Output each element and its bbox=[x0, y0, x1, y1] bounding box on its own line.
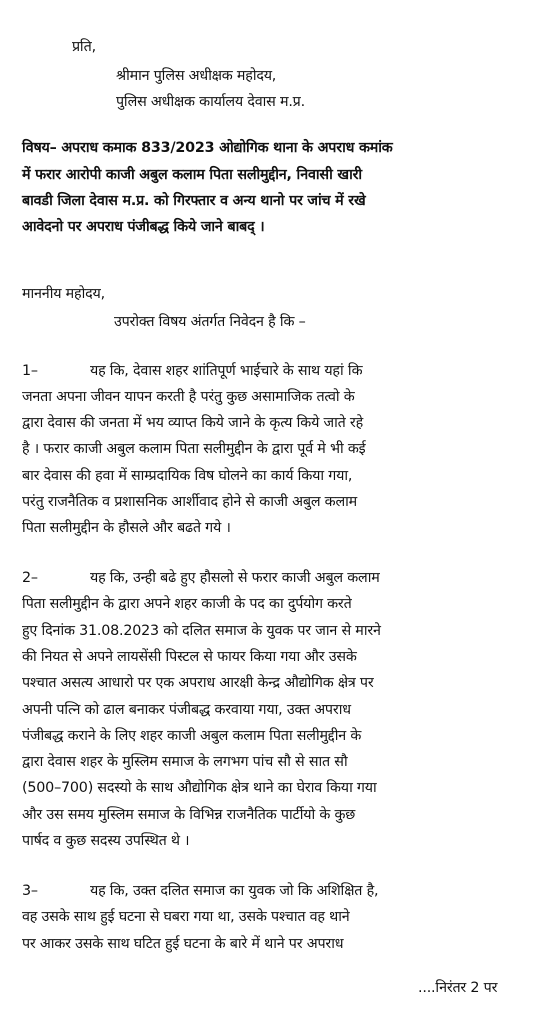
para2-line-6: अपनी पत्नि को ढाल बनाकर पंजीबद्ध करवाया गया, उक्त अपराध bbox=[22, 702, 351, 718]
para2-line-11: पार्षद व कुछ सदस्य उपस्थित थे । bbox=[22, 833, 190, 849]
subject-line-1: विषय– अपराध कमाक 833/2023 ओद्योगिक थाना के अपराध कमांक bbox=[22, 140, 393, 156]
para2-line-8: द्वारा देवास शहर के मुस्लिम समाज के लगभग पांच सौ से सात सौ bbox=[22, 754, 348, 770]
para1-line-7: पिता सलीमुद्दीन के हौसले और बढते गये । bbox=[22, 520, 231, 536]
para3-line-1: 3– यह कि, उक्त दलित समाज का युवक जो कि अशिक्षित है, bbox=[22, 883, 379, 899]
para1-line-1: 1– यह कि, देवास शहर शांतिपूर्ण भाईचारे के साथ यहां कि bbox=[22, 363, 363, 379]
para1-line-5: बार देवास की हवा में साम्प्रदायिक विष घोलने का कार्य किया गया, bbox=[22, 468, 353, 484]
continuation-note: ....निरंतर 2 पर bbox=[418, 980, 498, 996]
subject-line-3: बावडी जिला देवास म.प्र. को गिरफ्तार व अन्य थानो पर जांच में रखे bbox=[22, 193, 366, 209]
para1-line-4: है । फरार काजी अबुल कलाम पिता सलीमुद्दीन के द्वारा पूर्व मे भी कई bbox=[22, 441, 366, 457]
para3-line-3: पर आकर उसके साथ घटित हुई घटना के बारे में थाने पर अपराध bbox=[22, 936, 344, 952]
para2-line-7: पंजीबद्ध कराने के लिए शहर काजी अबुल कलाम पिता सलीमुद्दीन के bbox=[22, 728, 362, 744]
para2-line-1: 2– यह कि, उन्ही बढे हुए हौसलो से फरार काजी अबुल कलाम bbox=[22, 570, 380, 586]
para3-line-2: वह उसके साथ हुई घटना से घबरा गया था, उसके पश्चात वह थाने bbox=[22, 909, 350, 925]
para1-line-6: परंतु राजनैतिक व प्रशासनिक आर्शीवाद होने से काजी अबुल कलाम bbox=[22, 494, 358, 510]
address-line-1: श्रीमान पुलिस अधीक्षक महोदय, bbox=[116, 68, 277, 84]
salutation: माननीय महोदय, bbox=[22, 286, 105, 302]
intro: उपरोक्त विषय अंतर्गत निवेदन है कि – bbox=[114, 314, 306, 330]
para2-line-2: पिता सलीमुद्दीन के द्वारा अपने शहर काजी के पद का दुर्पयोग करते bbox=[22, 596, 352, 612]
address-line-2: पुलिस अधीक्षक कार्यालय देवास म.प्र. bbox=[116, 94, 305, 110]
para2-line-4: की नियत से अपने लायसेंसी पिस्टल से फायर किया गया और उसके bbox=[22, 649, 357, 665]
subject-line-2: में फरार आरोपी काजी अबुल कलाम पिता सलीमुद्दीन, निवासी खारी bbox=[22, 167, 362, 183]
para2-line-5: पश्चात असत्य आधारो पर एक अपराध आरक्षी केन्द्र औद्योगिक क्षेत्र पर bbox=[22, 675, 374, 691]
para2-line-9: (500–700) सदस्यो के साथ औद्योगिक क्षेत्र थाने का घेराव किया गया bbox=[22, 780, 377, 796]
para1-line-3: द्वारा देवास की जनता में भय व्याप्त किये जाने के कृत्य किये जाते रहे bbox=[22, 415, 363, 431]
subject-line-4: आवेदनो पर अपराध पंजीबद्ध किये जाने बाबद् । bbox=[22, 219, 265, 235]
address-to: प्रति, bbox=[72, 39, 96, 55]
para2-line-10: और उस समय मुस्लिम समाज के विभिन्न राजनैतिक पार्टीयो के कुछ bbox=[22, 807, 356, 823]
para1-line-2: जनता अपना जीवन यापन करती है परंतु कुछ असामाजिक तत्वो के bbox=[22, 389, 355, 405]
para2-line-3: हुए दिनांक 31.08.2023 को दलित समाज के युवक पर जान से मारने bbox=[22, 623, 381, 639]
